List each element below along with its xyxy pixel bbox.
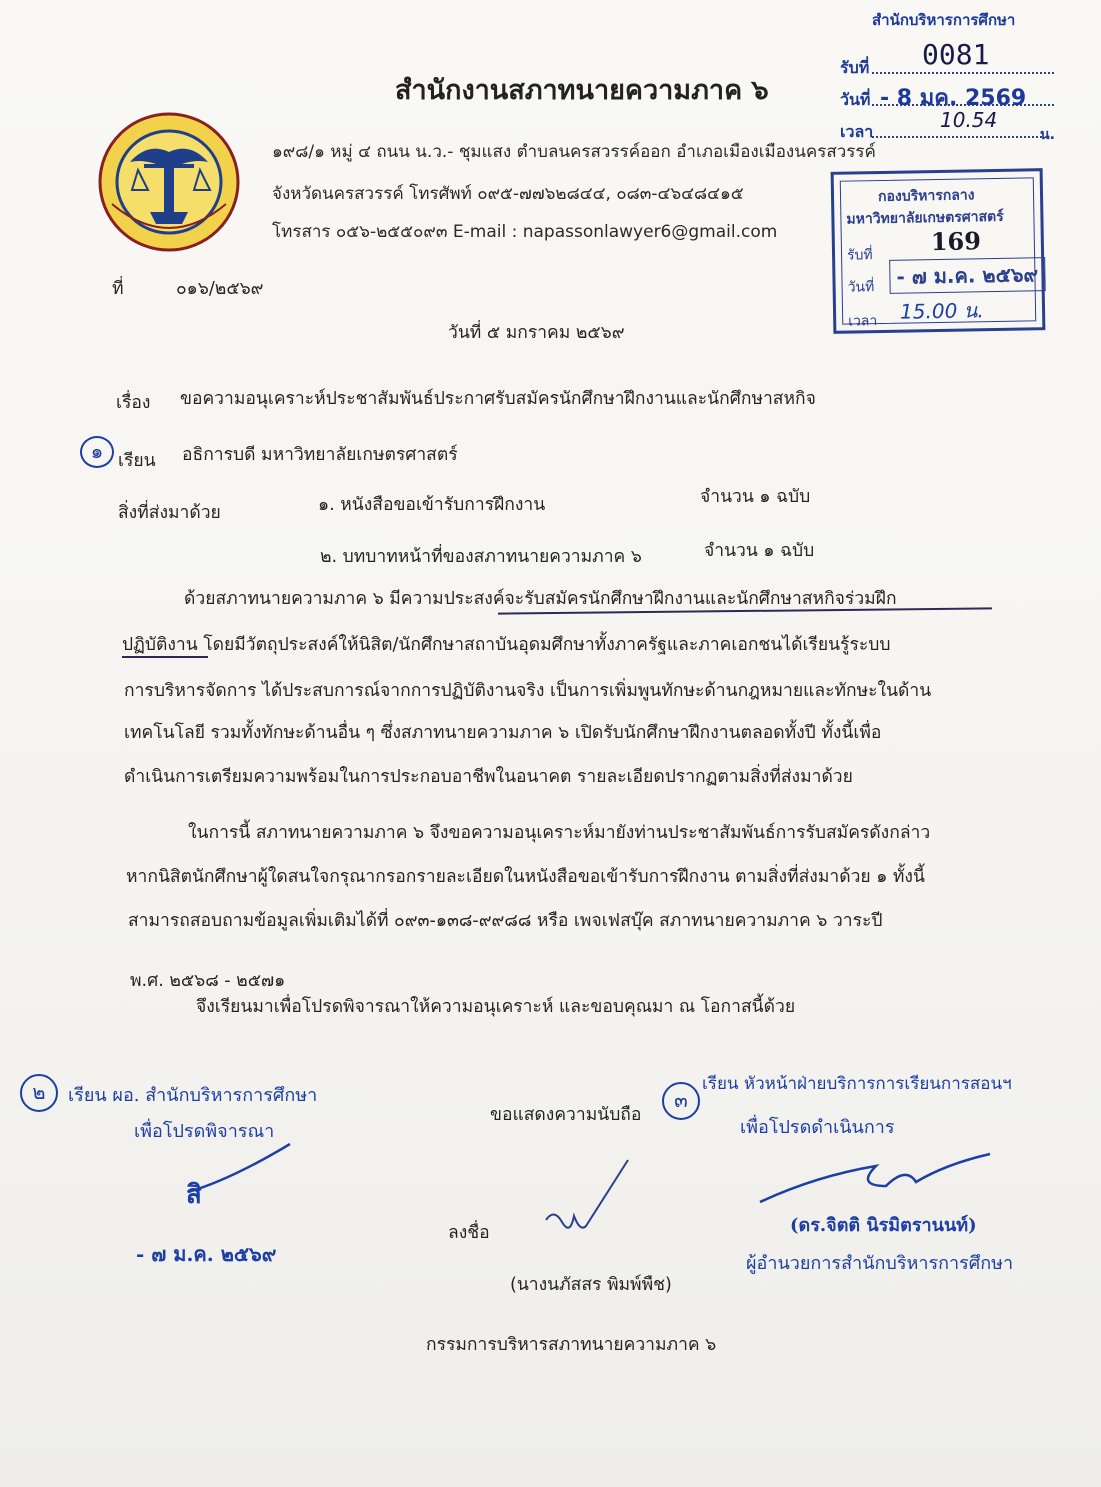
doc-date: วันที่ ๕ มกราคม ๒๕๖๙ [448, 323, 625, 343]
note-3-circle: ๓ [662, 1082, 700, 1120]
top-stamp-time: 10.54 [940, 108, 998, 132]
note-3-line2: เพื่อโปรดดำเนินการ [740, 1117, 895, 1138]
doc-no: ๐๑๖/๒๕๖๙ [176, 279, 264, 299]
box-stamp-line2: มหาวิทยาลัยเกษตรศาสตร์ [846, 208, 1004, 228]
note-3-line1: เรียน หัวหน้าฝ่ายบริการการเรียนการสอนฯ [702, 1074, 1012, 1094]
to-text: อธิการบดี มหาวิทยาลัยเกษตรศาสตร์ [182, 445, 458, 465]
para1-line2: ปฏิบัติงาน โดยมีวัตถุประสงค์ให้นิสิต/นักศึกษาสถาบันอุดมศึกษาทั้งภาครัฐและภาคเอกชนได้เรียนรู้ระบบ [122, 635, 891, 655]
note-2-date: - ๗ ม.ค. ๒๕๖๙ [136, 1242, 277, 1266]
note-2-circle: ๒ [20, 1074, 58, 1112]
org-address-line2: จังหวัดนครสวรรค์ โทรศัพท์ ๐๙๕-๗๗๖๒๘๔๔, ๐๘๓-๔๖๔๘๔๑๕ [272, 184, 744, 204]
para1-line5: ดำเนินการเตรียมความพร้อมในการประกอบอาชีพในอนาคต รายละเอียดปรากฏตามสิ่งที่ส่งมาด้วย [124, 767, 853, 787]
para2-line3: สามารถสอบถามข้อมูลเพิ่มเติมได้ที่ ๐๙๓-๑๓๘-๙๙๘๘ หรือ เพจเฟสบุ๊ค สภาทนายความภาค ๖ วาระปี [128, 911, 883, 931]
top-stamp-recv-label: รับที่ [840, 58, 870, 77]
para2-line1: ในการนี้ สภาทนายความภาค ๖ จึงขอความอนุเคราะห์มายังท่านประชาสัมพันธ์การรับสมัครดังกล่าว [188, 823, 931, 843]
pen-underline-2 [122, 656, 208, 658]
box-stamp-date: - ๗ ม.ค. ๒๕๖๙ [889, 257, 1045, 294]
note-2-line2: เพื่อโปรดพิจารณา [134, 1121, 275, 1142]
top-stamp-office: สำนักบริหารการศึกษา [872, 11, 1016, 29]
box-stamp-recv-no: 169 [930, 226, 982, 257]
note-2-line1: เรียน ผอ. สำนักบริหารการศึกษา [68, 1085, 318, 1106]
para2-line4: พ.ศ. ๒๕๖๘ - ๒๕๗๑ [130, 971, 286, 991]
para1-line4: เทคโนโลยี รวมทั้งทักษะด้านอื่น ๆ ซึ่งสภาทนายความภาค ๖ เปิดรับนักศึกษาฝึกงานตลอดทั้งปี ทั้งนี้เพื่อ [124, 723, 882, 743]
sign-label: ลงชื่อ [448, 1223, 490, 1243]
org-address-line1: ๑๙๘/๑ หมู่ ๔ ถนน น.ว.- ชุมแสง ตำบลนครสวรรค์ออก อำเภอเมืองเมืองนครสวรรค์ [272, 142, 876, 162]
top-stamp-time-unit: น. [1040, 127, 1055, 143]
para1-line3: การบริหารจัดการ ได้ประสบการณ์จากการปฏิบัติงานจริง เป็นการเพิ่มพูนทักษะด้านกฎหมายและทักษะในด้าน [124, 681, 932, 701]
encl-1-qty: จำนวน ๑ ฉบับ [700, 487, 811, 507]
signer-position: กรรมการบริหารสภาทนายความภาค ๖ [426, 1335, 717, 1355]
box-stamp-recv-label: รับที่ [846, 247, 873, 264]
para1-line1: ด้วยสภาทนายความภาค ๖ มีความประสงค์จะรับสมัครนักศึกษาฝึกงานและนักศึกษาสหกิจร่วมฝึก [184, 589, 897, 609]
received-stamp-box [831, 168, 1046, 334]
encl-label: สิ่งที่ส่งมาด้วย [118, 503, 221, 523]
box-stamp-line1: กองบริหารกลาง [877, 187, 975, 206]
regards: ขอแสดงความนับถือ [490, 1105, 642, 1125]
doc-no-label: ที่ [112, 279, 124, 299]
box-stamp-time: 15.00 น. [899, 298, 984, 324]
encl-1: ๑. หนังสือขอเข้ารับการฝึกงาน [318, 495, 546, 515]
note-3-position: ผู้อำนวยการสำนักบริหารการศึกษา [746, 1253, 1014, 1274]
box-stamp-date-label: วันที่ [847, 279, 875, 296]
para2-line2: หากนิสิตนักศึกษาผู้ใดสนใจกรุณากรอกรายละเอียดในหนังสือขอเข้ารับการฝึกงาน ตามสิ่งที่ส่งมาด้วย ๑ ทั้งนี้ [126, 867, 925, 887]
top-stamp-recv-no: 0081 [922, 38, 990, 71]
note-3-name: (ดร.จิตติ นิรมิตรานนท์) [790, 1215, 977, 1236]
box-stamp-time-label: เวลา [848, 313, 878, 330]
top-stamp-date: - 8 มค. 2569 [880, 86, 1027, 111]
org-address-line3: โทรสาร ๐๕๖-๒๕๕๐๙๓ E-mail : napassonlawyer6@gmail.com [272, 222, 778, 242]
note-1-circle: ๑ [80, 436, 114, 468]
signer-name: (นางนภัสสร พิมพ์พืช) [510, 1275, 672, 1295]
signer-signature [540, 1156, 640, 1246]
top-stamp-time-label: เวลา [840, 122, 874, 141]
note-2-initial: สิ [186, 1180, 202, 1210]
subject-label: เรื่อง [116, 393, 151, 413]
subject-text: ขอความอนุเคราะห์ประชาสัมพันธ์ประกาศรับสมัครนักศึกษาฝึกงานและนักศึกษาสหกิจ [180, 389, 816, 409]
closing-line: จึงเรียนมาเพื่อโปรดพิจารณาให้ความอนุเคราะห์ และขอบคุณมา ณ โอกาสนี้ด้วย [196, 997, 796, 1017]
encl-2-qty: จำนวน ๑ ฉบับ [704, 541, 815, 561]
top-stamp-date-label: วันที่ [840, 90, 871, 109]
org-seal-logo [98, 112, 240, 252]
org-title: สำนักงานสภาทนายความภาค ๖ [395, 75, 769, 106]
encl-2: ๒. บทบาทหน้าที่ของสภาทนายความภาค ๖ [320, 547, 642, 567]
note-3-signature [756, 1146, 996, 1210]
to-label: เรียน [118, 451, 156, 471]
